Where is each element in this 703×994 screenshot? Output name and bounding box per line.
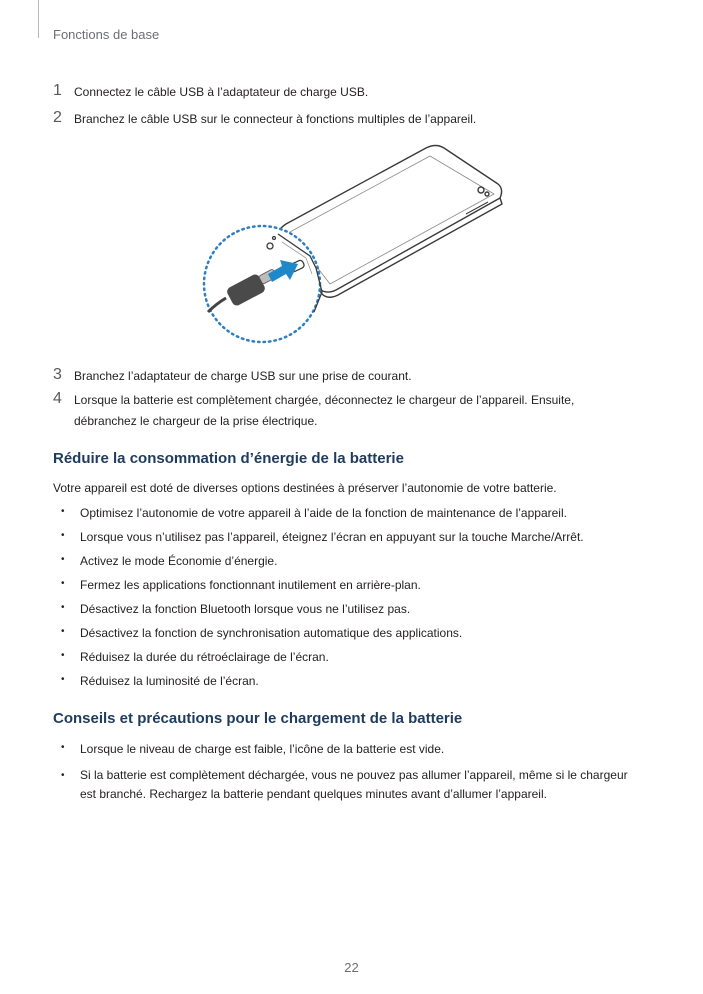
step-text: Branchez le câble USB sur le connecteur à fonctions multiples de l’appareil. — [74, 112, 477, 126]
list-item: • Fermez les applications fonctionnant inutilement en arrière-plan. — [61, 578, 421, 592]
bullet-icon: • — [61, 506, 65, 517]
bullet-icon: • — [61, 554, 65, 565]
list-item: • Activez le mode Économie d’énergie. — [61, 554, 278, 568]
bullet-icon: • — [61, 770, 65, 781]
step-text: Lorsque la batterie est complètement chargée, déconnectez le chargeur de l’appareil. Ensuite, débranchez le chargeur de la prise électrique. — [74, 393, 575, 428]
bullet-icon: • — [61, 530, 65, 541]
list-item: • Réduisez la durée du rétroéclairage de l’écran. — [61, 650, 329, 664]
list-item: • Lorsque le niveau de charge est faible, l’icône de la batterie est vide. — [61, 742, 445, 756]
step-number: 1 — [53, 82, 62, 99]
list-item: • Si la batterie est complètement déchargée, vous ne pouvez pas allumer l’appareil, même si le chargeur est branché. Rechargez la batterie pendant quelques minutes avant d’allumer l’appareil. — [61, 768, 628, 801]
list-item: • Désactivez la fonction de synchronisation automatique des applications. — [61, 626, 463, 640]
step-text: Connectez le câble USB à l’adaptateur de charge USB. — [74, 85, 369, 99]
step-3 — [53, 366, 613, 387]
bullet-icon: • — [61, 674, 65, 685]
step-2 — [53, 109, 613, 130]
bullet-icon: • — [61, 650, 65, 661]
bullet-icon: • — [61, 602, 65, 613]
step-number: 2 — [53, 109, 62, 126]
section-title-charging-tips: Conseils et précautions pour le chargement de la batterie — [53, 710, 463, 727]
step-4 — [53, 390, 613, 432]
list-item: • Lorsque vous n’utilisez pas l’appareil, éteignez l’écran en appuyant sur la touche Marche/Arrêt. — [61, 530, 584, 544]
page-number: 22 — [344, 960, 359, 975]
bullet-icon: • — [61, 578, 65, 589]
step-1 — [53, 82, 613, 103]
charging-tips-list — [53, 742, 640, 804]
bullet-icon: • — [61, 626, 65, 637]
running-header: Fonctions de base — [53, 27, 160, 42]
header-rule — [38, 0, 39, 38]
charging-illustration — [198, 142, 518, 350]
step-text: Branchez l’adaptateur de charge USB sur une prise de courant. — [74, 369, 412, 383]
battery-saving-list — [53, 506, 640, 698]
list-item: • Désactivez la fonction Bluetooth lorsque vous ne l’utilisez pas. — [61, 602, 411, 616]
section-intro: Votre appareil est doté de diverses options destinées à préserver l’autonomie de votre batterie. — [53, 481, 557, 495]
list-item: • Réduisez la luminosité de l’écran. — [61, 674, 259, 688]
step-number: 3 — [53, 366, 62, 383]
list-item: • Optimisez l’autonomie de votre appareil à l’aide de la fonction de maintenance de l’appareil. — [61, 506, 567, 520]
step-number: 4 — [53, 390, 62, 407]
bullet-icon: • — [61, 742, 65, 753]
section-title-battery-saving: Réduire la consommation d’énergie de la batterie — [53, 450, 404, 467]
